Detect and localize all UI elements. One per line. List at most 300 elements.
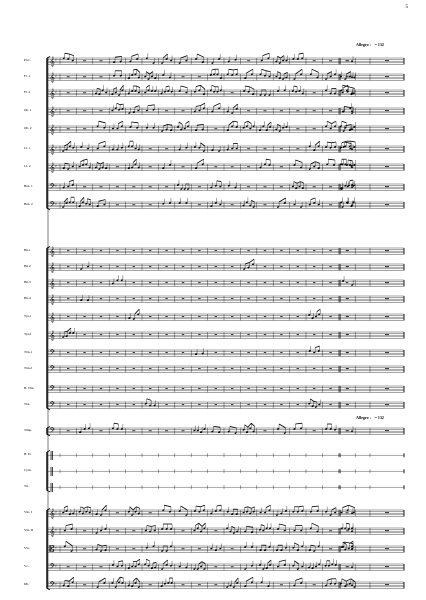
note-beam: [295, 578, 302, 580]
instrument-label: Bsn. 1: [24, 183, 33, 188]
instrument-label: Timp.: [24, 427, 33, 432]
staff-picc-: [48, 53, 404, 67]
rest-icon: [264, 148, 267, 149]
rest-icon: [215, 334, 217, 335]
note-beam: [135, 309, 139, 314]
rest-icon: [198, 334, 200, 335]
rest-icon: [385, 334, 389, 335]
rest-icon: [346, 250, 348, 251]
rest-icon: [165, 250, 167, 251]
note-beam: [284, 72, 287, 74]
staff-hn-2: [48, 259, 404, 273]
rest-icon: [297, 266, 299, 267]
rest-icon: [133, 368, 135, 369]
staff-b-tbn-: [48, 384, 404, 395]
note-beam: [114, 423, 118, 424]
note-beam: [279, 424, 286, 428]
rest-icon: [182, 282, 184, 283]
rest-icon: [247, 110, 250, 111]
rest-icon: [231, 166, 234, 167]
rest-icon: [116, 266, 118, 267]
rest-icon: [165, 430, 168, 431]
rest-icon: [182, 584, 185, 585]
rest-icon: [346, 60, 349, 61]
note-beam: [346, 523, 349, 524]
note-head: [351, 584, 353, 586]
rest-icon: [313, 250, 315, 251]
rest-icon: [385, 512, 389, 513]
note-beam: [317, 309, 320, 311]
rest-icon: [67, 76, 70, 77]
instrument-label: Hn.1: [24, 247, 31, 252]
rest-icon: [264, 430, 267, 431]
rest-icon: [231, 298, 233, 299]
rest-icon: [385, 186, 389, 187]
note-beam: [200, 143, 204, 146]
rest-icon: [231, 352, 233, 353]
rest-icon: [313, 110, 316, 111]
rest-icon: [385, 404, 389, 405]
rest-icon: [182, 404, 184, 405]
rest-icon: [329, 266, 331, 267]
rest-icon: [313, 186, 316, 187]
rest-icon: [297, 334, 299, 335]
rest-icon: [100, 430, 103, 431]
note-beam: [200, 505, 204, 507]
rest-icon: [346, 76, 349, 77]
rest-icon: [385, 148, 389, 149]
note-beam: [268, 122, 271, 125]
note-beam: [251, 423, 254, 426]
note-beam: [277, 124, 280, 126]
note-head: [351, 76, 353, 78]
clef-icon: 𝄢: [49, 182, 56, 193]
note-beam: [295, 423, 302, 424]
note-beam: [163, 54, 167, 58]
staff-timp-: [48, 423, 404, 437]
note-beam: [200, 85, 204, 89]
note-beam: [148, 105, 155, 106]
rest-icon: [346, 282, 348, 283]
note-beam: [279, 524, 286, 526]
instrument-label: Hn.2: [24, 263, 31, 268]
note-beam: [84, 159, 87, 160]
note-beam: [197, 54, 204, 57]
rest-icon: [116, 388, 118, 389]
note-beam: [150, 72, 153, 74]
note-beam: [99, 141, 106, 143]
note-beam: [133, 69, 136, 70]
rest-icon: [264, 388, 266, 389]
staff-tpt-2: [48, 328, 404, 341]
clef-icon: 𝄢: [49, 348, 56, 359]
note-beam: [246, 69, 253, 73]
note-beam: [251, 507, 254, 509]
instrument-label: Vc.: [24, 563, 29, 568]
note-beam: [312, 69, 319, 72]
note-beam: [327, 121, 331, 123]
rest-icon: [215, 404, 217, 405]
note-beam: [311, 198, 315, 200]
note-beam: [97, 162, 100, 164]
rest-icon: [133, 388, 135, 389]
rest-icon: [133, 282, 135, 283]
rest-icon: [67, 430, 70, 431]
note-beam: [146, 85, 149, 87]
rest-icon: [67, 266, 69, 267]
note-beam: [100, 162, 103, 164]
note-beam: [344, 106, 353, 108]
note-beam: [87, 507, 90, 508]
note-beam: [115, 56, 122, 57]
rest-icon: [215, 250, 217, 251]
note-beam: [245, 121, 248, 123]
note-beam: [151, 526, 155, 527]
instrument-label: Cym.: [24, 467, 32, 472]
rest-icon: [280, 316, 282, 317]
rest-icon: [149, 368, 151, 369]
rest-icon: [100, 352, 102, 353]
rest-icon: [385, 430, 389, 431]
rest-icon: [149, 334, 151, 335]
note-beam: [133, 578, 136, 581]
key-signature-icon: ♯: [55, 581, 57, 586]
rest-icon: [83, 334, 85, 335]
rest-icon: [247, 388, 249, 389]
note-beam: [66, 524, 73, 526]
rest-icon: [247, 60, 250, 61]
note-beam: [81, 160, 84, 162]
rest-icon: [231, 92, 234, 93]
note-beam: [300, 182, 303, 184]
staff-b-d-: [48, 451, 404, 461]
rest-icon: [313, 368, 315, 369]
rest-icon: [264, 316, 266, 317]
note-beam: [327, 142, 331, 143]
rest-icon: [198, 584, 201, 585]
rest-icon: [280, 334, 282, 335]
rest-icon: [231, 334, 233, 335]
rest-icon: [182, 166, 185, 167]
rest-icon: [296, 110, 299, 111]
staff-cl-1: [48, 141, 404, 155]
rest-icon: [83, 76, 86, 77]
note-beam: [163, 124, 167, 126]
note-beam: [99, 578, 106, 582]
note-beam: [212, 85, 215, 87]
rest-icon: [67, 282, 69, 283]
note-head: [351, 128, 353, 130]
note-head: [351, 566, 353, 568]
staff-hn-4: [48, 294, 404, 305]
rest-icon: [231, 282, 233, 283]
rest-icon: [329, 250, 331, 251]
clef-icon: 𝄞: [49, 526, 55, 537]
clef-icon: 𝄞: [49, 330, 55, 341]
rest-icon: [83, 128, 86, 129]
clef-icon: 𝄢: [49, 364, 56, 375]
note-beam: [232, 526, 235, 528]
rest-icon: [247, 352, 249, 353]
rest-icon: [297, 298, 299, 299]
rest-icon: [182, 298, 184, 299]
note-beam: [166, 86, 169, 87]
rest-icon: [297, 404, 299, 405]
rest-icon: [165, 334, 167, 335]
note-beam: [266, 159, 270, 160]
rest-icon: [280, 368, 282, 369]
note-beam: [229, 121, 233, 125]
rest-icon: [116, 512, 119, 513]
rest-icon: [264, 204, 267, 205]
rest-icon: [83, 110, 86, 111]
clef-icon: 𝄞: [49, 106, 55, 117]
clef-icon: 𝄞: [49, 124, 55, 135]
note-beam: [279, 198, 286, 202]
note-beam: [181, 506, 188, 510]
note-beam: [181, 86, 188, 88]
rest-icon: [149, 352, 151, 353]
rest-icon: [385, 316, 389, 317]
note-beam: [277, 56, 280, 58]
key-signature-icon: ♯: [55, 163, 57, 168]
note-beam: [68, 141, 71, 144]
rest-icon: [116, 204, 119, 205]
rest-icon: [385, 530, 389, 531]
note-beam: [295, 69, 302, 74]
note-beam: [328, 159, 335, 160]
rest-icon: [329, 282, 331, 283]
rest-icon: [385, 352, 389, 353]
clef-icon: 𝄞: [49, 312, 55, 323]
note-beam: [345, 142, 352, 144]
rest-icon: [264, 334, 266, 335]
clef-icon: ‖: [49, 482, 54, 493]
note-beam: [349, 505, 355, 507]
rest-icon: [385, 76, 389, 77]
rest-icon: [264, 266, 266, 267]
rest-icon: [214, 166, 217, 167]
rest-icon: [116, 404, 118, 405]
note-beam: [64, 144, 67, 146]
rest-icon: [280, 388, 282, 389]
rest-icon: [280, 186, 283, 187]
note-beam: [120, 104, 123, 105]
rest-icon: [100, 250, 102, 251]
note-beam: [164, 505, 171, 507]
note-beam: [235, 578, 238, 582]
rest-icon: [149, 266, 151, 267]
rest-icon: [346, 512, 349, 513]
rest-icon: [100, 388, 102, 389]
instrument-label: Hn.4: [24, 295, 31, 300]
note-head: [351, 92, 353, 94]
staff-vc-: [48, 559, 404, 573]
rest-icon: [182, 430, 185, 431]
instrument-label: Cl. 1: [24, 145, 31, 150]
rest-icon: [313, 298, 315, 299]
note-beam: [346, 579, 351, 581]
instrument-label: B. Tbn.: [24, 385, 35, 390]
note-beam: [250, 87, 254, 89]
rest-icon: [133, 352, 135, 353]
rest-icon: [329, 110, 332, 111]
rest-icon: [385, 92, 389, 93]
rest-icon: [231, 266, 233, 267]
key-signature-icon: ♯: [55, 125, 57, 130]
rest-icon: [165, 352, 167, 353]
note-beam: [200, 103, 204, 105]
rest-icon: [329, 334, 331, 335]
note-head: [351, 530, 353, 532]
instrument-label: Tri.: [24, 483, 29, 488]
rest-icon: [214, 566, 217, 567]
rest-icon: [247, 368, 249, 369]
clef-icon: 𝄞: [49, 278, 55, 289]
note-beam: [131, 54, 138, 56]
rest-icon: [385, 60, 389, 61]
note-beam: [136, 578, 139, 582]
clef-icon: 𝄢: [49, 384, 56, 395]
rest-icon: [346, 334, 348, 335]
staff-vln-i: [48, 505, 404, 519]
note-beam: [197, 159, 204, 163]
rest-icon: [149, 584, 152, 585]
rest-icon: [149, 282, 151, 283]
note-beam: [233, 104, 237, 108]
rest-icon: [67, 352, 69, 353]
rest-icon: [132, 530, 135, 531]
note-beam: [297, 182, 300, 184]
note-beam: [266, 71, 270, 72]
note-head: [351, 110, 353, 112]
rest-icon: [67, 368, 69, 369]
note-beam: [133, 507, 136, 510]
rest-icon: [100, 566, 103, 567]
key-signature-icon: ♯: [55, 73, 57, 78]
note-beam: [68, 328, 71, 331]
note-head: [351, 512, 353, 514]
note-beam: [343, 505, 349, 507]
note-beam: [84, 507, 87, 509]
rest-icon: [264, 250, 266, 251]
rest-icon: [83, 566, 86, 567]
rest-icon: [132, 430, 135, 431]
rest-icon: [149, 430, 152, 431]
rest-icon: [231, 548, 234, 549]
rest-icon: [215, 316, 217, 317]
rest-icon: [346, 266, 348, 267]
note-beam: [230, 426, 237, 428]
rest-icon: [100, 186, 103, 187]
note-beam: [281, 56, 284, 58]
rest-icon: [149, 512, 152, 513]
rest-icon: [83, 584, 86, 585]
rest-icon: [67, 298, 69, 299]
clef-icon: ‖: [49, 450, 54, 461]
rest-icon: [313, 388, 315, 389]
rest-icon: [215, 266, 217, 267]
note-beam: [299, 506, 303, 507]
rest-icon: [133, 250, 135, 251]
note-beam: [268, 560, 271, 563]
staff-ob-2: [48, 121, 404, 135]
instrument-label: B. D.: [24, 451, 32, 456]
instrument-label: Vla.: [24, 545, 30, 550]
note-beam: [245, 425, 248, 427]
note-beam: [294, 182, 297, 184]
rest-icon: [313, 128, 316, 129]
clef-icon: 𝄢: [49, 426, 56, 437]
note-beam: [213, 426, 220, 427]
instrument-label: Vln. II: [24, 527, 34, 532]
note-beam: [66, 541, 73, 546]
key-signature-icon: ♯: [55, 527, 57, 532]
note-beam: [102, 505, 106, 510]
rest-icon: [182, 250, 184, 251]
rest-icon: [264, 282, 266, 283]
rest-icon: [165, 298, 167, 299]
rest-icon: [385, 282, 389, 283]
rest-icon: [231, 388, 233, 389]
note-beam: [196, 506, 200, 507]
tempo-marking-middle: Allegro ♩ = 132: [356, 415, 384, 420]
note-beam: [261, 525, 264, 526]
rest-icon: [329, 186, 332, 187]
rest-icon: [83, 282, 85, 283]
note-beam: [294, 561, 298, 564]
key-signature-icon: ♯: [55, 145, 57, 150]
note-beam: [312, 523, 319, 526]
rest-icon: [165, 148, 168, 149]
rest-icon: [198, 266, 200, 267]
rest-icon: [215, 282, 217, 283]
rest-icon: [280, 250, 282, 251]
rest-icon: [198, 282, 200, 283]
rest-icon: [83, 404, 85, 405]
note-beam: [130, 507, 133, 510]
rest-icon: [132, 186, 135, 187]
rest-icon: [100, 316, 102, 317]
note-beam: [87, 199, 90, 200]
key-signature-icon: ♯: [55, 57, 57, 62]
key-signature-icon: ♯: [55, 509, 57, 514]
rest-icon: [280, 110, 283, 111]
clef-icon: 𝄞: [49, 508, 55, 519]
note-beam: [310, 399, 313, 401]
tempo-marking-top: Allegro ♩ = 132: [356, 42, 384, 47]
note-beam: [315, 346, 319, 348]
rest-icon: [149, 388, 151, 389]
rest-icon: [280, 298, 282, 299]
rest-icon: [198, 368, 200, 369]
rest-icon: [329, 60, 332, 61]
rest-icon: [215, 388, 217, 389]
rest-icon: [346, 404, 348, 405]
rest-icon: [149, 204, 152, 205]
rest-icon: [346, 298, 348, 299]
staff-db-: [48, 577, 404, 591]
staff-bsn-1: [48, 180, 404, 193]
note-beam: [246, 526, 253, 527]
staff-fl-2: [48, 85, 404, 99]
rest-icon: [198, 404, 200, 405]
instrument-label: Tbn.2: [24, 365, 33, 370]
rest-icon: [313, 430, 316, 431]
rest-icon: [133, 334, 135, 335]
rest-icon: [329, 530, 332, 531]
staff-cl-2: [48, 159, 404, 173]
